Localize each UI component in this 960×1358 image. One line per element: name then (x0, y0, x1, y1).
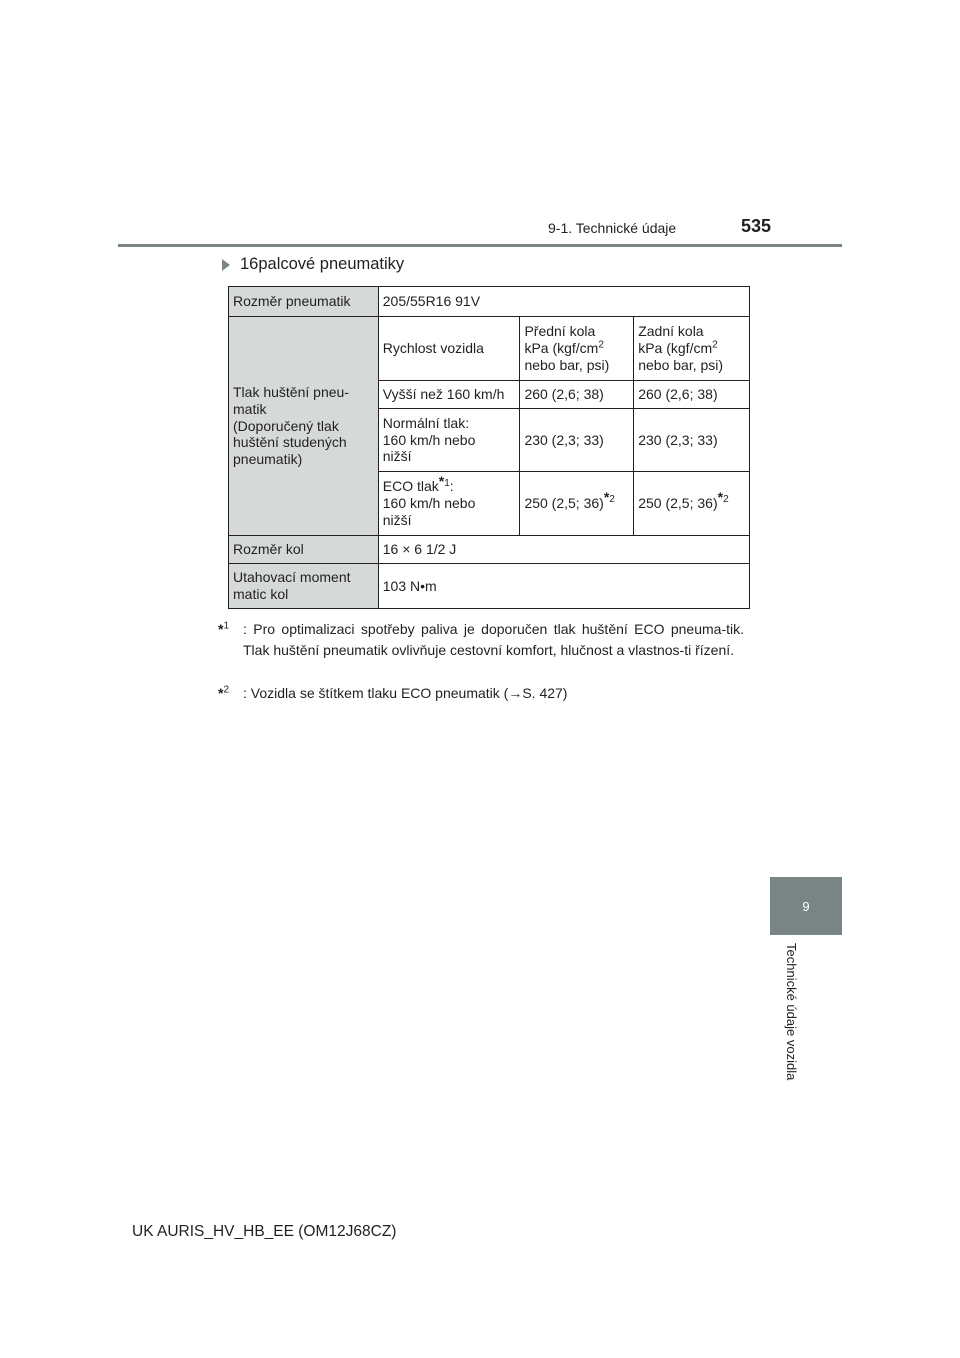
front-eco-ref-number: 2 (609, 494, 615, 506)
column-rear-header (634, 317, 750, 381)
rear-header-line1: Zadní kola (638, 323, 704, 340)
header-rule (118, 244, 842, 247)
footnote-1-marker (218, 619, 229, 640)
front-pressure-eco (520, 472, 634, 536)
footer-doc-code: UK AURIS_HV_HB_EE (OM12J68CZ) (132, 1223, 397, 1240)
front-pressure-normal: 230 (2,3; 33) (520, 409, 634, 472)
eco-footnote-ref (438, 472, 450, 489)
eco-label: ECO tlak (382, 478, 439, 495)
header-section-title: 9-1. Technické údaje (548, 220, 677, 236)
rear-pressure-eco (634, 472, 750, 536)
torque-value: 103 N•m (378, 564, 749, 609)
section-heading-text: 16palcové pneumatiky (240, 255, 405, 273)
rear-header-line2: kPa (kgf/cm (638, 340, 713, 357)
front-pressure-high: 260 (2,6; 38) (520, 381, 634, 409)
rear-eco-value: 250 (2,5; 36) (638, 495, 718, 512)
asterisk-icon: * (717, 489, 724, 506)
asterisk-icon: * (438, 472, 445, 489)
front-header-sup: 2 (598, 339, 604, 351)
rear-header-line3: nebo bar, psi) (638, 356, 724, 373)
front-header-line1: Přední kola (524, 323, 596, 340)
page-number: 535 (741, 216, 772, 236)
tire-size-label: Rozměr pneumatik (229, 287, 379, 317)
asterisk-icon: * (603, 489, 610, 506)
pressure-label: Tlak huštění pneu- matik (Doporučený tlak huštění studených pneumatik) (229, 317, 379, 536)
asterisk-icon: * (218, 685, 224, 701)
rear-pressure-high: 260 (2,6; 38) (634, 381, 750, 409)
rear-pressure-normal: 230 (2,3; 33) (634, 409, 750, 472)
eco-speed-rest: : 160 km/h nebo nižší (382, 478, 476, 528)
wheel-size-label: Rozměr kol (229, 536, 379, 564)
footnote-1 (218, 619, 744, 661)
torque-label: Utahovací moment matic kol (229, 564, 379, 609)
tire-spec-table (228, 286, 750, 609)
speed-normal: Normální tlak: 160 km/h nebo nižší (378, 409, 520, 472)
footnote-1-number: 1 (223, 620, 230, 632)
footnote-2 (218, 683, 744, 704)
front-eco-value: 250 (2,5; 36) (524, 495, 604, 512)
table-row (229, 317, 750, 381)
asterisk-icon: * (218, 621, 224, 637)
front-header-line2: kPa (kgf/cm (524, 340, 599, 357)
footnote-2-number: 2 (223, 684, 230, 696)
column-speed-header: Rychlost vozidla (378, 317, 520, 381)
footnote-2-text: : Vozidla se štítkem tlaku ECO pneumatik (→S. 427) (243, 685, 568, 701)
table-row (229, 536, 750, 564)
chapter-tab-label: Technické údaje vozidla (784, 943, 799, 1081)
rear-eco-footnote-ref (717, 489, 729, 506)
section-heading (222, 255, 404, 274)
tire-size-value: 205/55R16 91V (378, 287, 749, 317)
wheel-size-value: 16 × 6 1/2 J (378, 536, 749, 564)
speed-high: Vyšší než 160 km/h (378, 381, 520, 409)
eco-ref-number: 1 (444, 477, 450, 489)
table-row (229, 287, 750, 317)
triangle-bullet-icon (222, 259, 230, 271)
rear-eco-ref-number: 2 (723, 494, 729, 506)
front-header-line3: nebo bar, psi) (524, 356, 610, 373)
column-front-header (520, 317, 634, 381)
speed-eco (378, 472, 520, 536)
table-row (229, 564, 750, 609)
chapter-number: 9 (802, 898, 810, 914)
chapter-tab (770, 877, 842, 935)
front-eco-footnote-ref (603, 489, 615, 506)
footnote-1-text: : Pro optimalizaci spotřeby paliva je doporučen tlak huštění ECO pneuma-tik. Tlak huštění pneumatik ovlivňuje cestovní komfort, hlučnost a vlastnos-ti řízení. (243, 621, 744, 658)
footnote-2-marker (218, 683, 229, 704)
rear-header-sup: 2 (712, 339, 718, 351)
